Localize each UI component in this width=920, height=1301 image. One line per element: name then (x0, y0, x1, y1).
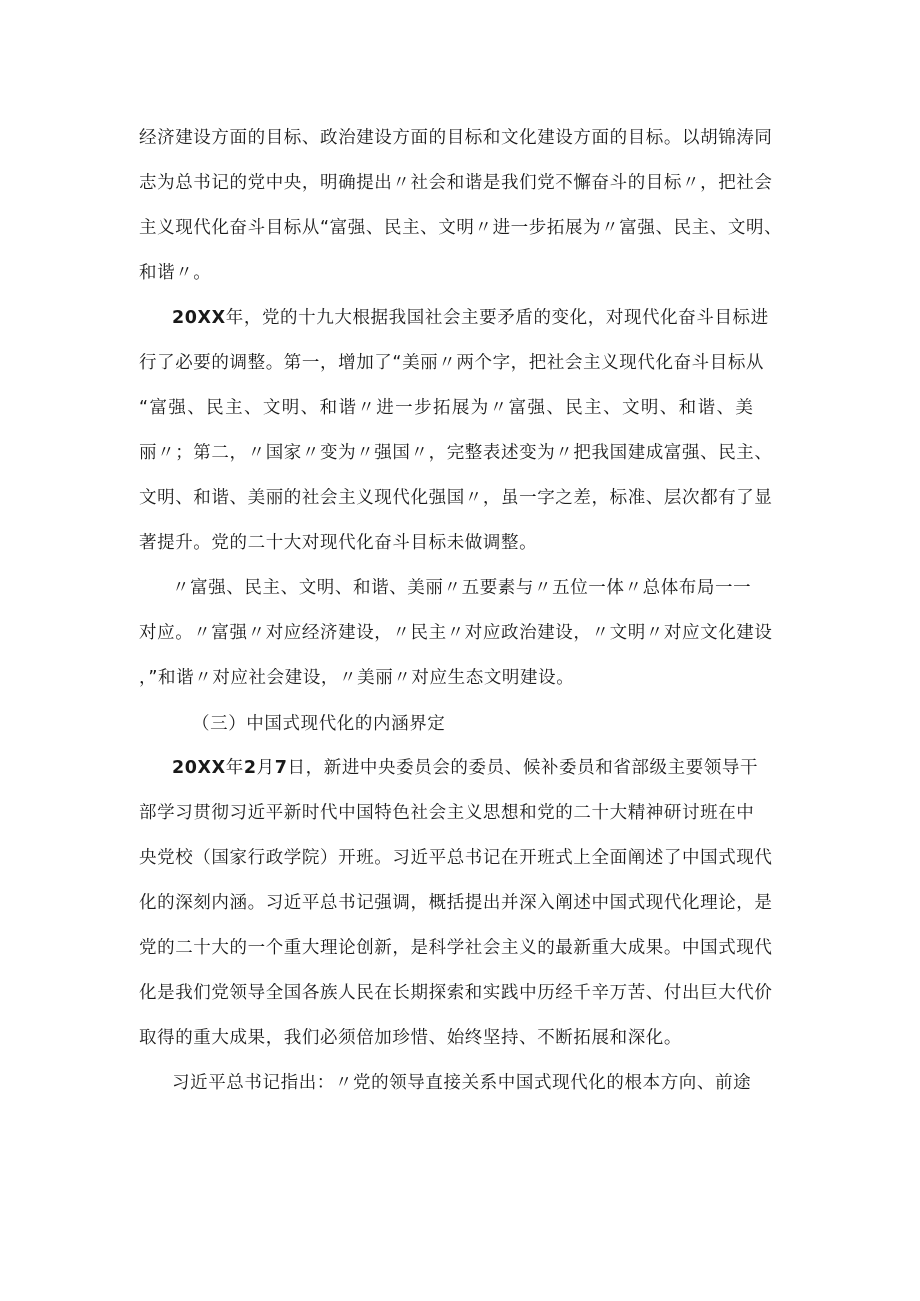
paragraph-2-line-6: 著提升。党的二十大对现代化奋斗目标未做调整。 (139, 533, 538, 553)
paragraph-1-line-1: 经济建设方面的目标、政治建设方面的目标和文化建设方面的目标。以胡锦涛同 (139, 128, 773, 148)
paragraph-1-line-2: 志为总书记的党中央，明确提出〃社会和谐是我们党不懈奋斗的目标〃，把社会 (139, 173, 773, 193)
paragraph-1-line-3: 主义现代化奋斗目标从“富强、民主、文明〃进一步拓展为〃富强、民主、文明、 (139, 218, 783, 238)
paragraph-4-line-1-text: 日，新进中央委员会的委员、候补委员和省部级主要领导干 (287, 758, 759, 778)
paragraph-2-line-5: 文明、和谐、美丽的社会主义现代化强国〃，虽一字之差，标准、层次都有了显 (139, 488, 773, 508)
paragraph-2-line-1 (172, 306, 769, 330)
date-day: 7 (274, 758, 288, 778)
paragraph-4-line-3: 央党校（国家行政学院）开班。习近平总书记在开班式上全面阐述了中国式现代 (139, 848, 773, 868)
paragraph-4-line-6: 化是我们党领导全国各族人民在长期探索和实践中历经千辛万苦、付出巨大代价 (139, 983, 773, 1003)
paragraph-2-line-4: 丽〃；第二，〃国家〃变为〃强国〃，完整表述变为〃把我国建成富强、民主、 (139, 443, 773, 463)
paragraph-3-line-1: 〃富强、民主、文明、和谐、美丽〃五要素与〃五位一体〃总体布局一一 (172, 578, 752, 598)
paragraph-2-line-3: “富强、民主、文明、和谐〃进一步拓展为〃富强、民主、文明、和谐、美 (139, 398, 755, 418)
paragraph-3-line-2: 对应。〃富强〃对应经济建设，〃民主〃对应政治建设，〃文明〃对应文化建设 (139, 623, 773, 643)
paragraph-2-line-2: 行了必要的调整。第一，增加了“美丽〃两个字，把社会主义现代化奋斗目标从 (139, 353, 765, 373)
paragraph-4-line-1 (172, 756, 758, 780)
paragraph-1-line-4: 和谐〃。 (139, 263, 212, 283)
paragraph-2-line-1-text: 年，党的十九大根据我国社会主要矛盾的变化，对现代化奋斗目标进 (225, 308, 769, 328)
date-month: 2 (243, 758, 257, 778)
paragraph-4-line-5: 党的二十大的一个重大理论创新，是科学社会主义的最新重大成果。中国式现代 (139, 938, 773, 958)
year-number: 20XX (172, 308, 226, 328)
date-year: 20XX (172, 758, 226, 778)
date-month-unit: 月 (256, 758, 275, 778)
date-year-unit: 年 (225, 758, 244, 778)
section-heading: （三）中国式现代化的内涵界定 (192, 714, 446, 734)
paragraph-4-line-4: 化的深刻内涵。习近平总书记强调，概括提出并深入阐述中国式现代化理论，是 (139, 893, 773, 913)
paragraph-4-line-7: 取得的重大成果，我们必须倍加珍惜、始终坚持、不断拓展和深化。 (139, 1028, 682, 1048)
paragraph-3-line-3: ，”和谐〃对应社会建设，〃美丽〃对应生态文明建设。 (139, 668, 575, 688)
paragraph-4-line-2: 部学习贯彻习近平新时代中国特色社会主义思想和党的二十大精神研讨班在中 (139, 803, 755, 823)
paragraph-5-line-1: 习近平总书记指出：〃党的领导直接关系中国式现代化的根本方向、前途 (172, 1073, 752, 1093)
